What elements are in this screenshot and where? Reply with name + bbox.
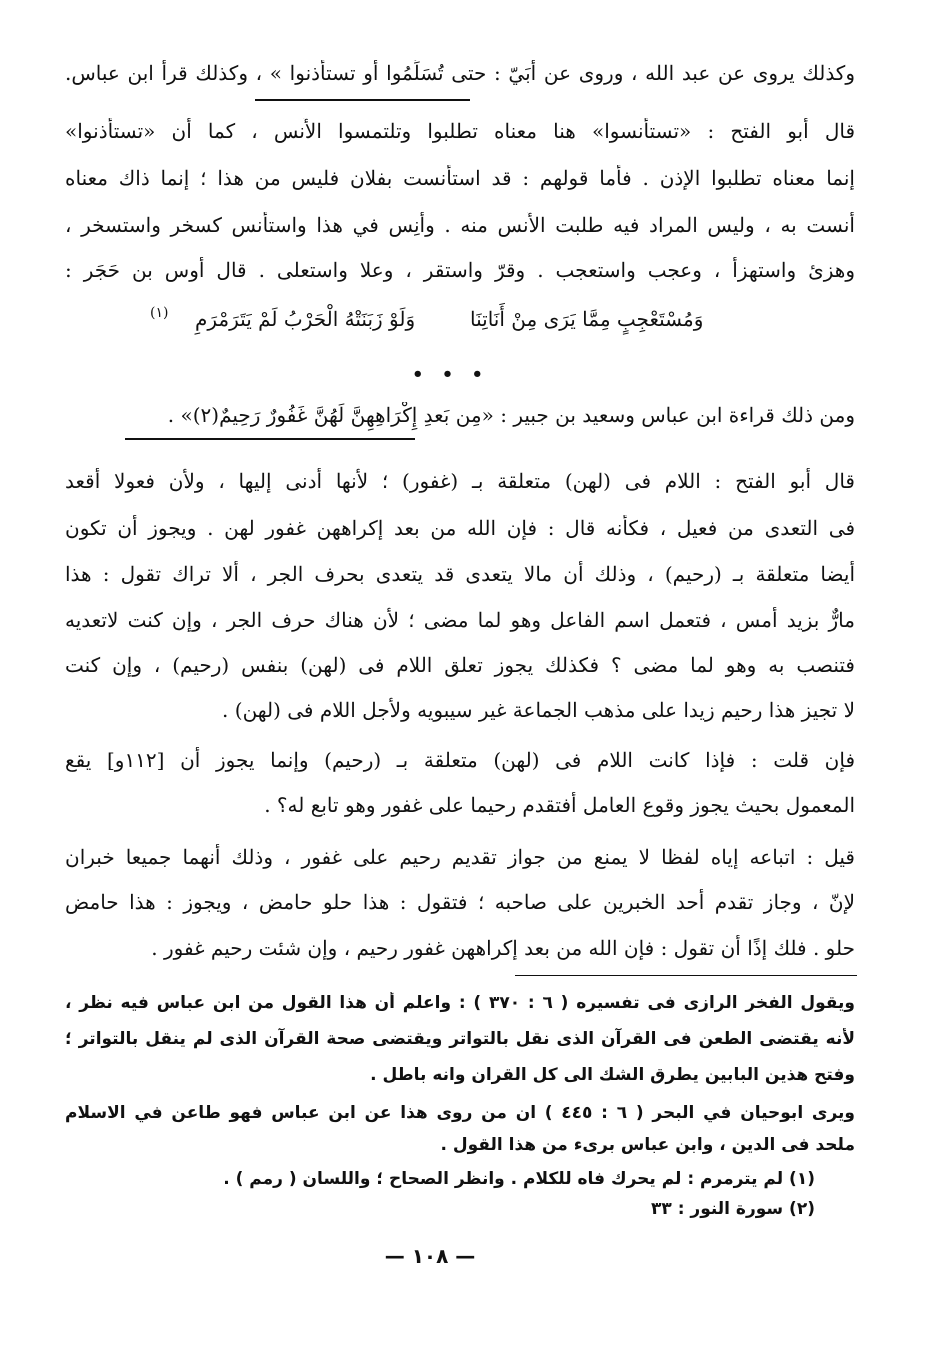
verse-second-hemistich: وَمُسْتَعْجِبٍ مِمَّا يَرَى مِنْ أَنَاتِنَا [470,307,704,331]
text-line: فى التعدى من فعيل ، فكأنه قال : فإن الله من بعد إكراههن غفور لهن . ويجوز أن تكون [65,516,855,540]
footnote-line: لأنه يقتضى الطعن فى القرآن الذى نقل بالتواتر ويقتضى صحة القرآن الذى لم ينقل بالتواتر ؛ [65,1029,855,1049]
text-line: قال أبو الفتح : اللام فى (لهن) متعلقة بـ (غفور) ؛ لأنها أدنى إليها ، ولأن فعولا أقعد [65,469,855,493]
text-line: المعمول بحيث يجوز وقوع العامل أفتقدم رحيما على غفور وهو تابع له؟ . [264,793,855,817]
text-line: وهزئ واستهزأ ، وعجب واستعجب . وقرّ واستقر ، وعلا واستعلى . قال أوس بن حَجَر : [65,258,855,282]
text-line: لإنّ ، وجاز تقدم أحد الخبرين على صاحبه ؛ فتقول : هذا حلو حامض ، ويجوز : هذا حامض [65,890,855,914]
footnote-line: ملحد فى الدين ، وابن عباس برىء من هذا القول . [440,1135,855,1155]
text-line: قال أبو الفتح : «تستأنسوا» هنا معناه تطلبوا وتلتمسوا الأُنس ، كما أن «تستأذنوا» [65,119,855,143]
text-line: قيل : اتباعه إياه لفظا لا يمنع من جواز تقديم رحيم على غفور ، وذلك أنهما جميعا خبران [65,845,855,869]
page-number: — ١٠٨ — [384,1244,476,1268]
text-line: أيضا متعلقة بـ (رحيم) ، وذلك أن مالا يتعدى قد يتعدى بحرف الجر ، ألا تراك تقول : هذا [65,562,855,586]
footnote-2: (٢) سورة النور : ٣٣ [651,1199,815,1219]
text-line: فتنصب به وهو لما مضى ؟ فكذلك يجوز تعلق اللام فى (لهن) بنفس (رحيم) ، وإن كنت [65,653,855,677]
text-line: أنست به ، وليس المراد فيه طلبت الأُنس منه . وأنِس في هذا واستأنس كسخر واستسخر ، [65,213,855,237]
footnote-marker: (١) [150,305,169,321]
text-line: حلو . فلك إذًا أن تقول : فإن الله من بعد إكراههن غفور رحيم ، وإن شئت رحيم غفور . [151,936,855,960]
footnote-line: ويقول الفخر الرازى فى تفسيره ( ٦ : ٣٧٠ ) : واعلم أن هذا القول من ابن عباس فيه نظر ، [65,993,855,1013]
footnote-line: وفتح هذين البابين يطرق الشك الى كل القران وانه باطل . [370,1065,855,1085]
quote-underline [125,438,415,440]
footnote-divider [515,975,857,976]
text-line: فإن قلت : فإذا كانت اللام فى (لهن) متعلقة بـ (رحيم) وإنما يجوز أن [١١٢و] يقع [65,748,855,772]
verse-first-hemistich: وَلَوْ زَبَنَتْهُ الْحَرْبُ لَمْ يَتَرَمْرَمِ [195,307,416,331]
section-separator: • • • [412,364,490,385]
text-line: ومن ذلك قراءة ابن عباس وسعيد بن جبير : «مِن بَعدِ إِكْرَاهِهِنَّ لَهُنَّ غَفُورٌ رَحِيمٌ(٢)» . [167,403,855,427]
text-line: مارٌّ بزيد أمس ، فتعمل اسم الفاعل وهو لما مضى ؛ لأن هناك حرف الجر ، وإن كنت لاتعديه [65,608,855,632]
footnote-1: (١) لم يترمرم : لم يحرك فاه للكلام . وانظر الصحاح ؛ واللسان ( رمم ) . [223,1169,815,1189]
quote-underline [255,99,470,101]
text-line: وكذلك يروى عن عبد الله ، وروى عن أُبَيّ : حتى تُسَلِّمُوا أو تستأذنوا » ، وكذلك قرأ ابن عباس. [65,61,855,85]
text-line: إنما معناه تطلبوا الإذن . فأما قولهم : قد استأنست بفلان فليس من هذا ؛ إنما ذاك معناه [65,166,855,190]
footnote-line: ويرى ابوحيان في البحر ( ٦ : ٤٤٥ ) ان من روى هذا عن ابن عباس فهو طاعن في الاسلام [65,1103,855,1123]
text-line: لا تجيز هذا رحيم زيدا على مذهب الجماعة غير سيبويه ولأجل اللام فى (لهن) . [222,698,855,722]
